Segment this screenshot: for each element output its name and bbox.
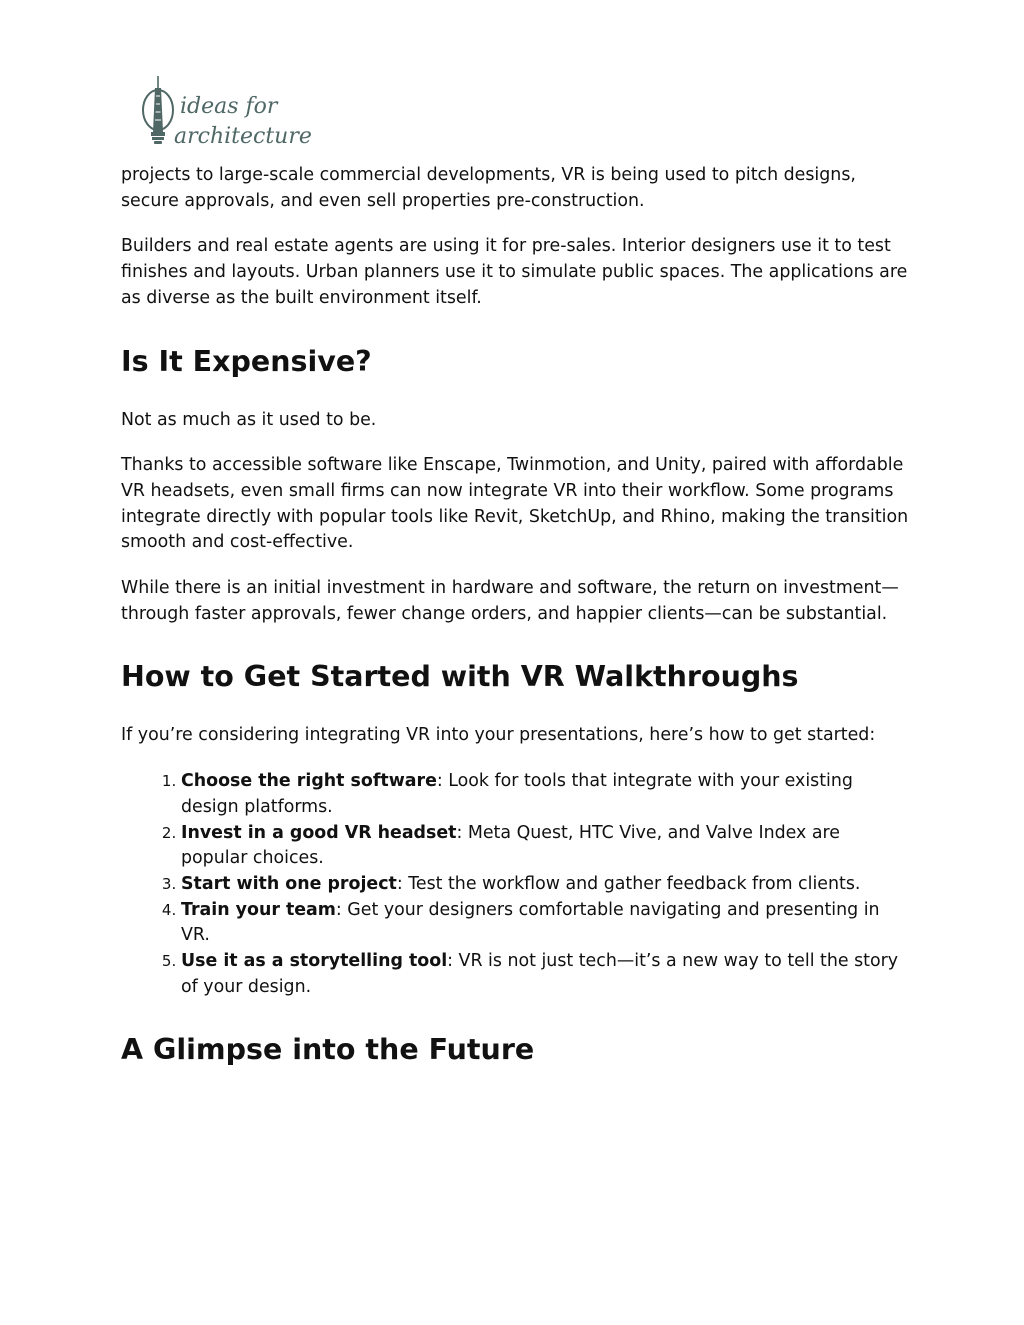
paragraph-not-as-much: Not as much as it used to be. [121, 409, 377, 430]
step-title: Invest in a good VR headset [181, 822, 457, 843]
step-text: : Meta Quest, HTC Vive, and Valve Index are popular choices. [181, 822, 840, 869]
list-item [181, 949, 911, 1000]
step-title: Start with one project [181, 873, 397, 894]
heading-glimpse-future: A Glimpse into the Future [121, 1033, 535, 1067]
logo-text-line1: ideas for [180, 94, 278, 119]
heading-how-to-get-started: How to Get Started with VR Walkthroughs [121, 660, 799, 694]
paragraph-software: Thanks to accessible software like Enscape, Twinmotion, and Unity, paired with affordable VR headsets, even small firms can now integrate VR into their workflow. Some programs integrate directly with popular tools like Revit, SketchUp, and Rhino, making the transition smooth and cost-effective. [121, 455, 909, 553]
logo-text-line2: architecture [174, 124, 312, 149]
logo [138, 74, 312, 150]
heading-is-it-expensive: Is It Expensive? [121, 344, 372, 378]
paragraph-considering: If you’re considering integrating VR into your presentations, here’s how to get started: [121, 725, 876, 746]
step-text: : Look for tools that integrate with your existing design platforms. [181, 771, 853, 817]
list-item [181, 898, 911, 949]
step-text: : Get your designers comfortable navigating and presenting in VR. [181, 899, 880, 946]
lightbulb-building-icon [138, 74, 312, 150]
step-title: Choose the right software [181, 771, 437, 792]
paragraph-intro-continued: projects to large-scale commercial developments, VR is being used to pitch designs, secure approvals, and even sell properties pre-construction. [121, 165, 856, 211]
list-item [181, 821, 911, 872]
step-text: : VR is not just tech—it’s a new way to tell the story of your design. [181, 951, 899, 997]
document-body [121, 163, 911, 1096]
step-title: Use it as a storytelling tool [181, 951, 448, 972]
steps-list [121, 769, 911, 1000]
step-title: Train your team [181, 899, 336, 920]
list-item [181, 872, 911, 898]
step-text: : Test the workflow and gather feedback from clients. [396, 873, 861, 894]
list-item [181, 769, 911, 820]
paragraph-applications: Builders and real estate agents are using it for pre-sales. Interior designers use it to test finishes and layouts. Urban planners use it to simulate public spaces. The applications are as diverse as the built environment itself. [121, 236, 908, 308]
paragraph-investment: While there is an initial investment in hardware and software, the return on investment—through faster approvals, fewer change orders, and happier clients—can be substantial. [121, 578, 899, 624]
